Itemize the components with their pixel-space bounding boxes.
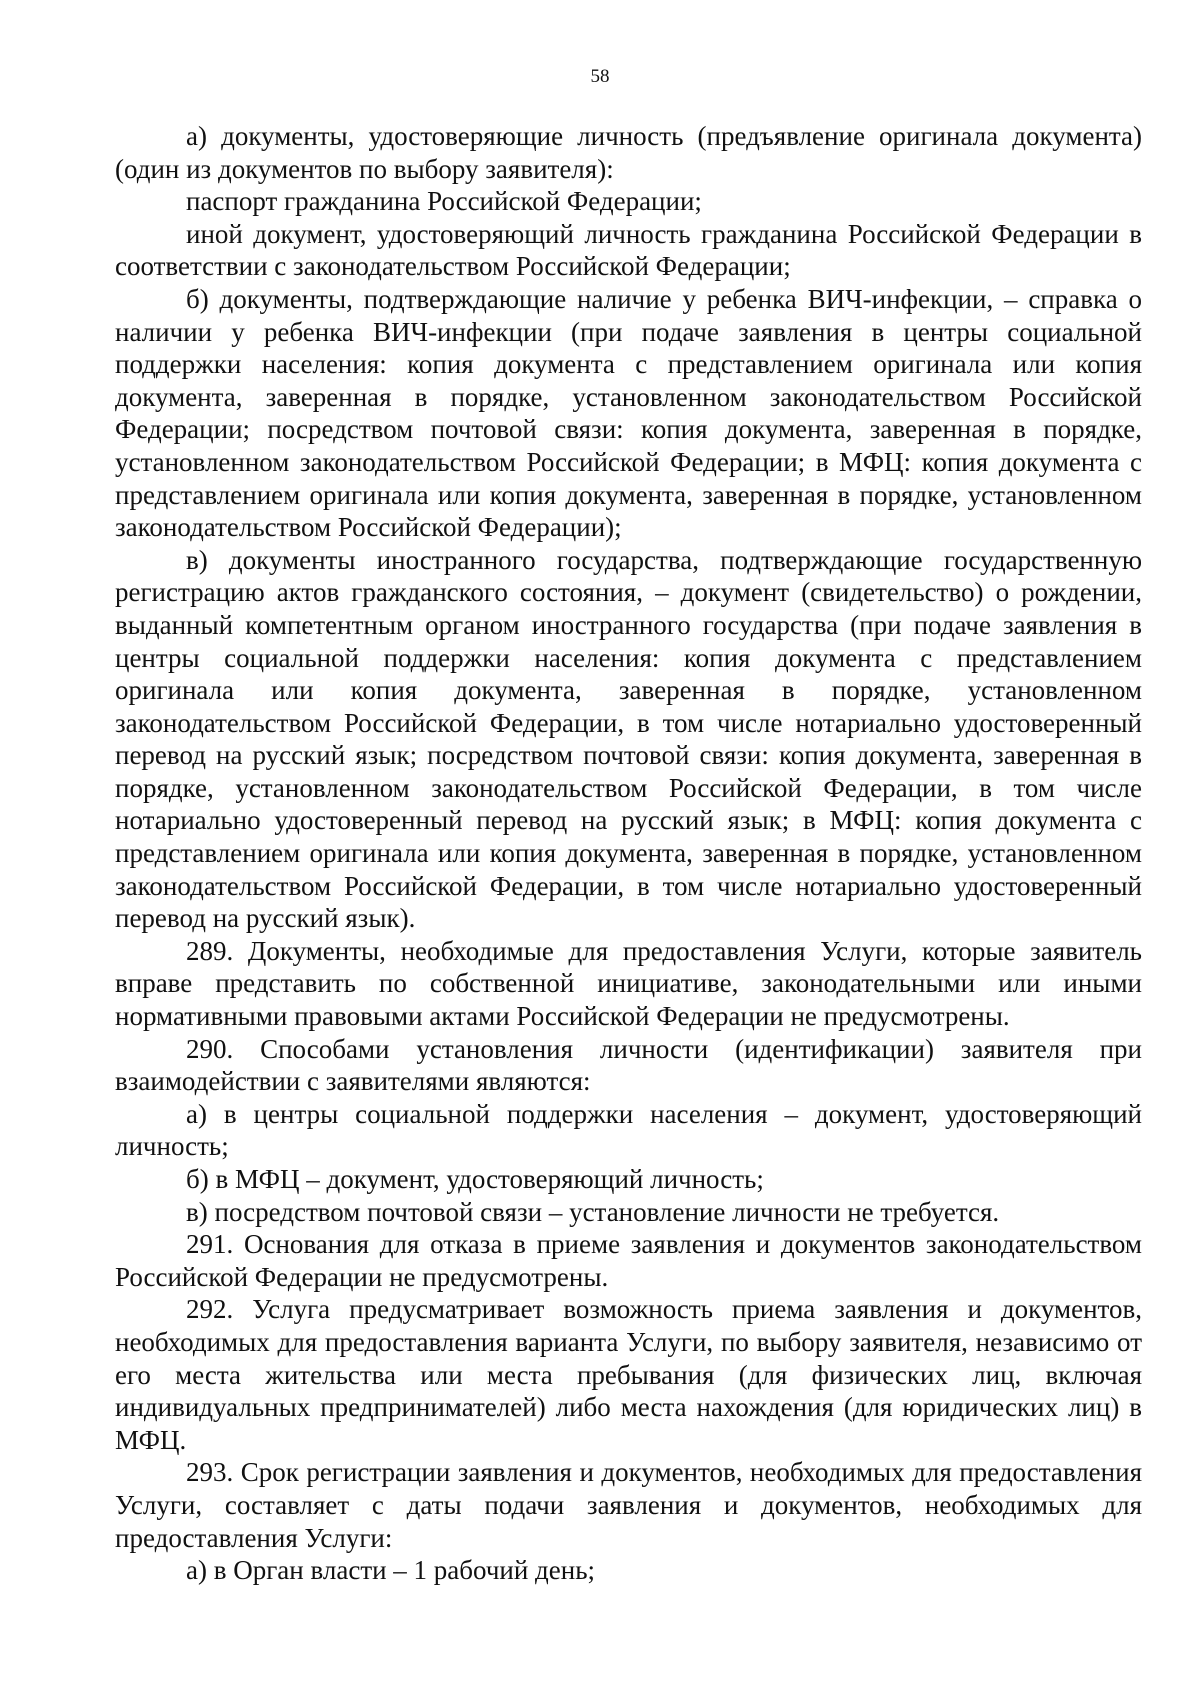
page-number: 58: [590, 66, 610, 87]
paragraph-293: 293. Срок регистрации заявления и документов, необходимых для предоставления Услуги, составляет с даты подачи заявления и документов, необходимых для предоставления Услуги:: [115, 1457, 1142, 1553]
paragraph-292: 292. Услуга предусматривает возможность приема заявления и документов, необходимых для предоставления варианта Услуги, по выбору заявителя, независимо от его места жительства или места пребывания (для физических лиц, включая индивидуальных предпринимателей) либо места нахождения (для юридических лиц) в МФЦ.: [115, 1294, 1142, 1455]
paragraph-289: 289. Документы, необходимые для предоставления Услуги, которые заявитель вправе представить по собственной инициативе, законодательными или иными нормативными правовыми актами Российской Федерации не предусмотрены.: [115, 935, 1142, 1032]
paragraph-290-b: б) в МФЦ – документ, удостоверяющий личность;: [186, 1164, 764, 1194]
paragraph-293-a: а) в Орган власти – 1 рабочий день;: [186, 1555, 596, 1586]
paragraph-passport: паспорт гражданина Российской Федерации;: [186, 186, 702, 217]
document-body: [115, 120, 1142, 1587]
paragraph-290: 290. Способами установления личности (идентификации) заявителя при взаимодействии с заявителями являются:: [115, 1033, 1142, 1097]
paragraph-a-identity-documents: а) документы, удостоверяющие личность (предъявление оригинала документа) (один из документов по выбору заявителя):: [115, 121, 1142, 184]
paragraph-v-foreign-documents: в) документы иностранного государства, подтверждающие государственную регистрацию актов гражданского состояния, – документ (свидетельство) о рождении, выданный компетентным органом иностранного государства (при подаче заявления в центры социальной поддержки населения: копия документа с представлением оригинала или копия документа, заверенная в порядке, установленном законодательством Российской Федерации, в том числе нотариально удостоверенный перевод на русский язык; посредством почтовой связи: копия документа, заверенная в порядке, установленном законодательством Российской Федерации, в том числе нотариально удостоверенный перевод на русский язык; в МФЦ: копия документа с представлением оригинала или копия документа, заверенная в порядке, установленном законодательством Российской Федерации, в том числе нотариально удостоверенный перевод на русский язык).: [115, 544, 1142, 934]
paragraph-291: 291. Основания для отказа в приеме заявления и документов законодательством Российской Федерации не предусмотрены.: [115, 1229, 1142, 1292]
paragraph-b-hiv-documents: б) документы, подтверждающие наличие у ребенка ВИЧ-инфекции, – справка о наличии у ребенка ВИЧ-инфекции (при подаче заявления в центры социальной поддержки населения: копия документа с представлением оригинала или копия документа, заверенная в порядке, установленном законодательством Российской Федерации; посредством почтовой связи: копия документа, заверенная в порядке, установленном законодательством Российской Федерации; в МФЦ: копия документа с представлением оригинала или копия документа, заверенная в порядке, установленном законодательством Российской Федерации);: [115, 283, 1142, 543]
paragraph-290-a: а) в центры социальной поддержки населения – документ, удостоверяющий личность;: [115, 1098, 1142, 1162]
paragraph-other-id-document: иной документ, удостоверяющий личность гражданина Российской Федерации в соответствии с законодательством Российской Федерации;: [115, 218, 1142, 282]
paragraph-290-v: в) посредством почтовой связи – установление личности не требуется.: [186, 1196, 1000, 1227]
